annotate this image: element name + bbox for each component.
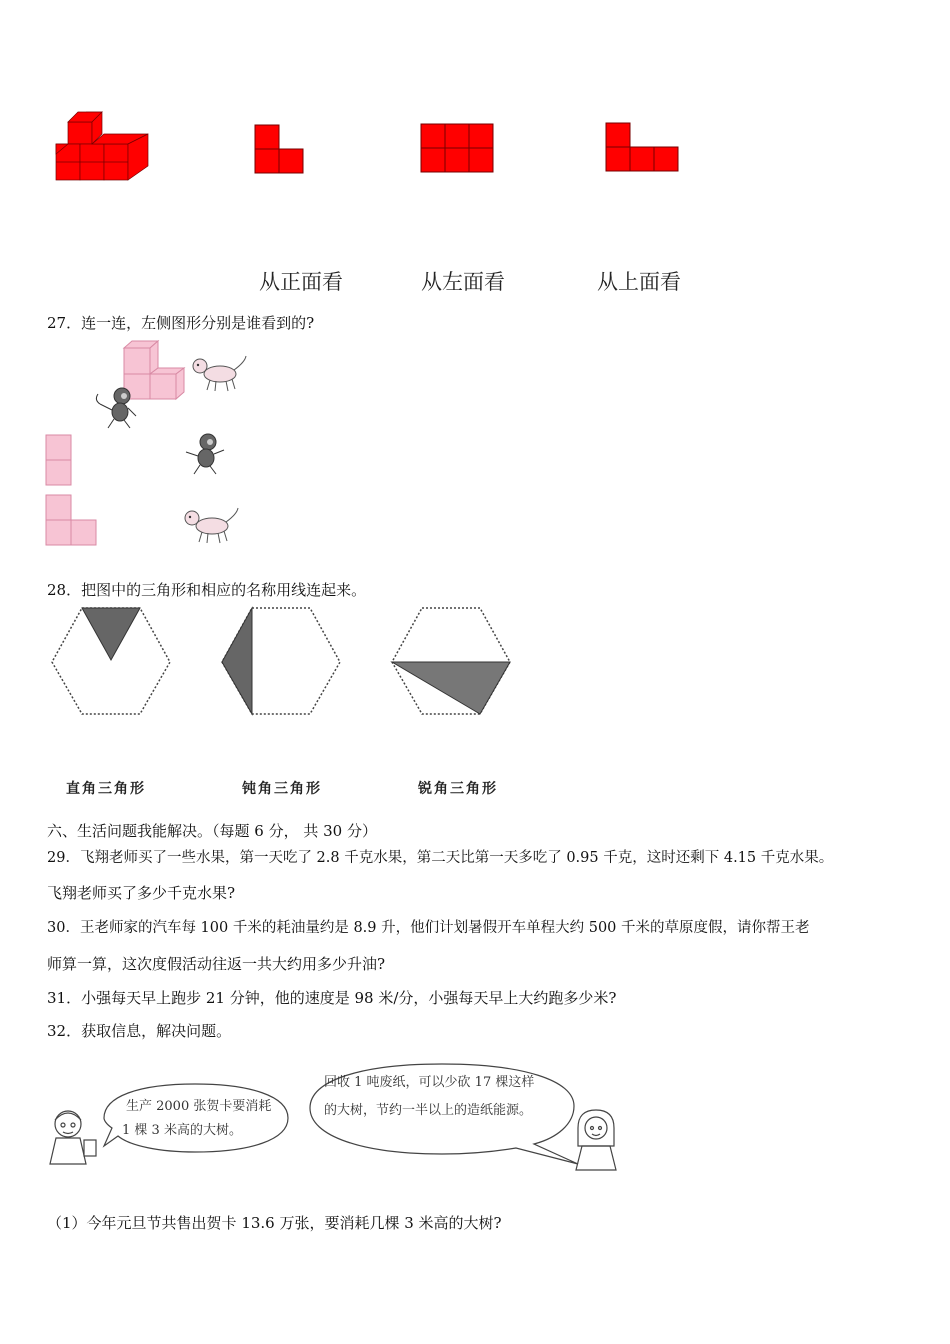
question-32: 32．获取信息，解决问题。 (47, 1022, 232, 1040)
hexagon-right-triangle (50, 604, 180, 724)
section-6-heading: 六、生活问题我能解决。（每题 6 分， 共 30 分） (47, 822, 377, 840)
front-view-figure (254, 124, 314, 184)
front-view-label: 从正面看 (259, 270, 343, 294)
left-view-figure (420, 123, 500, 183)
speech-bubble-right (302, 1060, 592, 1170)
question-31: 31．小强每天早上跑步 21 分钟，他的速度是 98 米/分，小强每天早上大约跑多少米? (47, 989, 617, 1007)
hexagon-obtuse-triangle (220, 604, 350, 724)
bubble-left-line2: 1 棵 3 米高的大树。 (122, 1123, 242, 1138)
question-29-line1: 29．飞翔老师买了一些水果，第一天吃了 2.8 千克水果，第二天比第一天多吃了 0.95 千克，这时还剩下 4.15 千克水果。 (47, 850, 834, 866)
boy-icon (44, 1104, 104, 1174)
question-29-line2: 飞翔老师买了多少千克水果? (47, 884, 236, 902)
monkey-icon (92, 386, 142, 431)
question-27: 27．连一连，左侧图形分别是谁看到的? (47, 314, 315, 332)
hexagon-acute-triangle (390, 604, 520, 724)
top-view-figure (605, 122, 685, 182)
dog-icon (182, 506, 242, 546)
bubble-right-line1: 回收 1 吨废纸，可以少砍 17 棵这样 (324, 1075, 535, 1090)
question-30-line1: 30．王老师家的汽车每 100 千米的耗油量约是 8.9 升，他们计划暑假开车单程大约 500 千米的草原度假，请你帮王老 (47, 920, 810, 936)
triangle-name-2: 钝角三角形 (242, 781, 322, 797)
triangle-name-3: 锐角三角形 (418, 781, 498, 797)
pink-l-shape (45, 494, 101, 550)
pink-column-shape (45, 434, 75, 490)
speech-bubble-left (100, 1080, 300, 1170)
bubble-right-line2: 的大树，节约一半以上的造纸能源。 (324, 1103, 533, 1118)
question-32-part-1: （1）今年元旦节共售出贺卡 13.6 万张，要消耗几棵 3 米高的大树? (47, 1214, 502, 1232)
cube-figure-3d (52, 108, 162, 188)
monkey-icon (180, 432, 230, 477)
question-30-line2: 师算一算，这次度假活动往返一共大约用多少升油? (47, 955, 386, 973)
question-28: 28．把图中的三角形和相应的名称用线连起来。 (47, 581, 367, 599)
girl-icon (568, 1106, 628, 1176)
dog-icon (190, 354, 250, 394)
bubble-left-line1: 生产 2000 张贺卡要消耗 (126, 1099, 272, 1114)
triangle-name-1: 直角三角形 (66, 781, 146, 797)
top-view-label: 从上面看 (597, 270, 681, 294)
left-view-label: 从左面看 (421, 270, 505, 294)
